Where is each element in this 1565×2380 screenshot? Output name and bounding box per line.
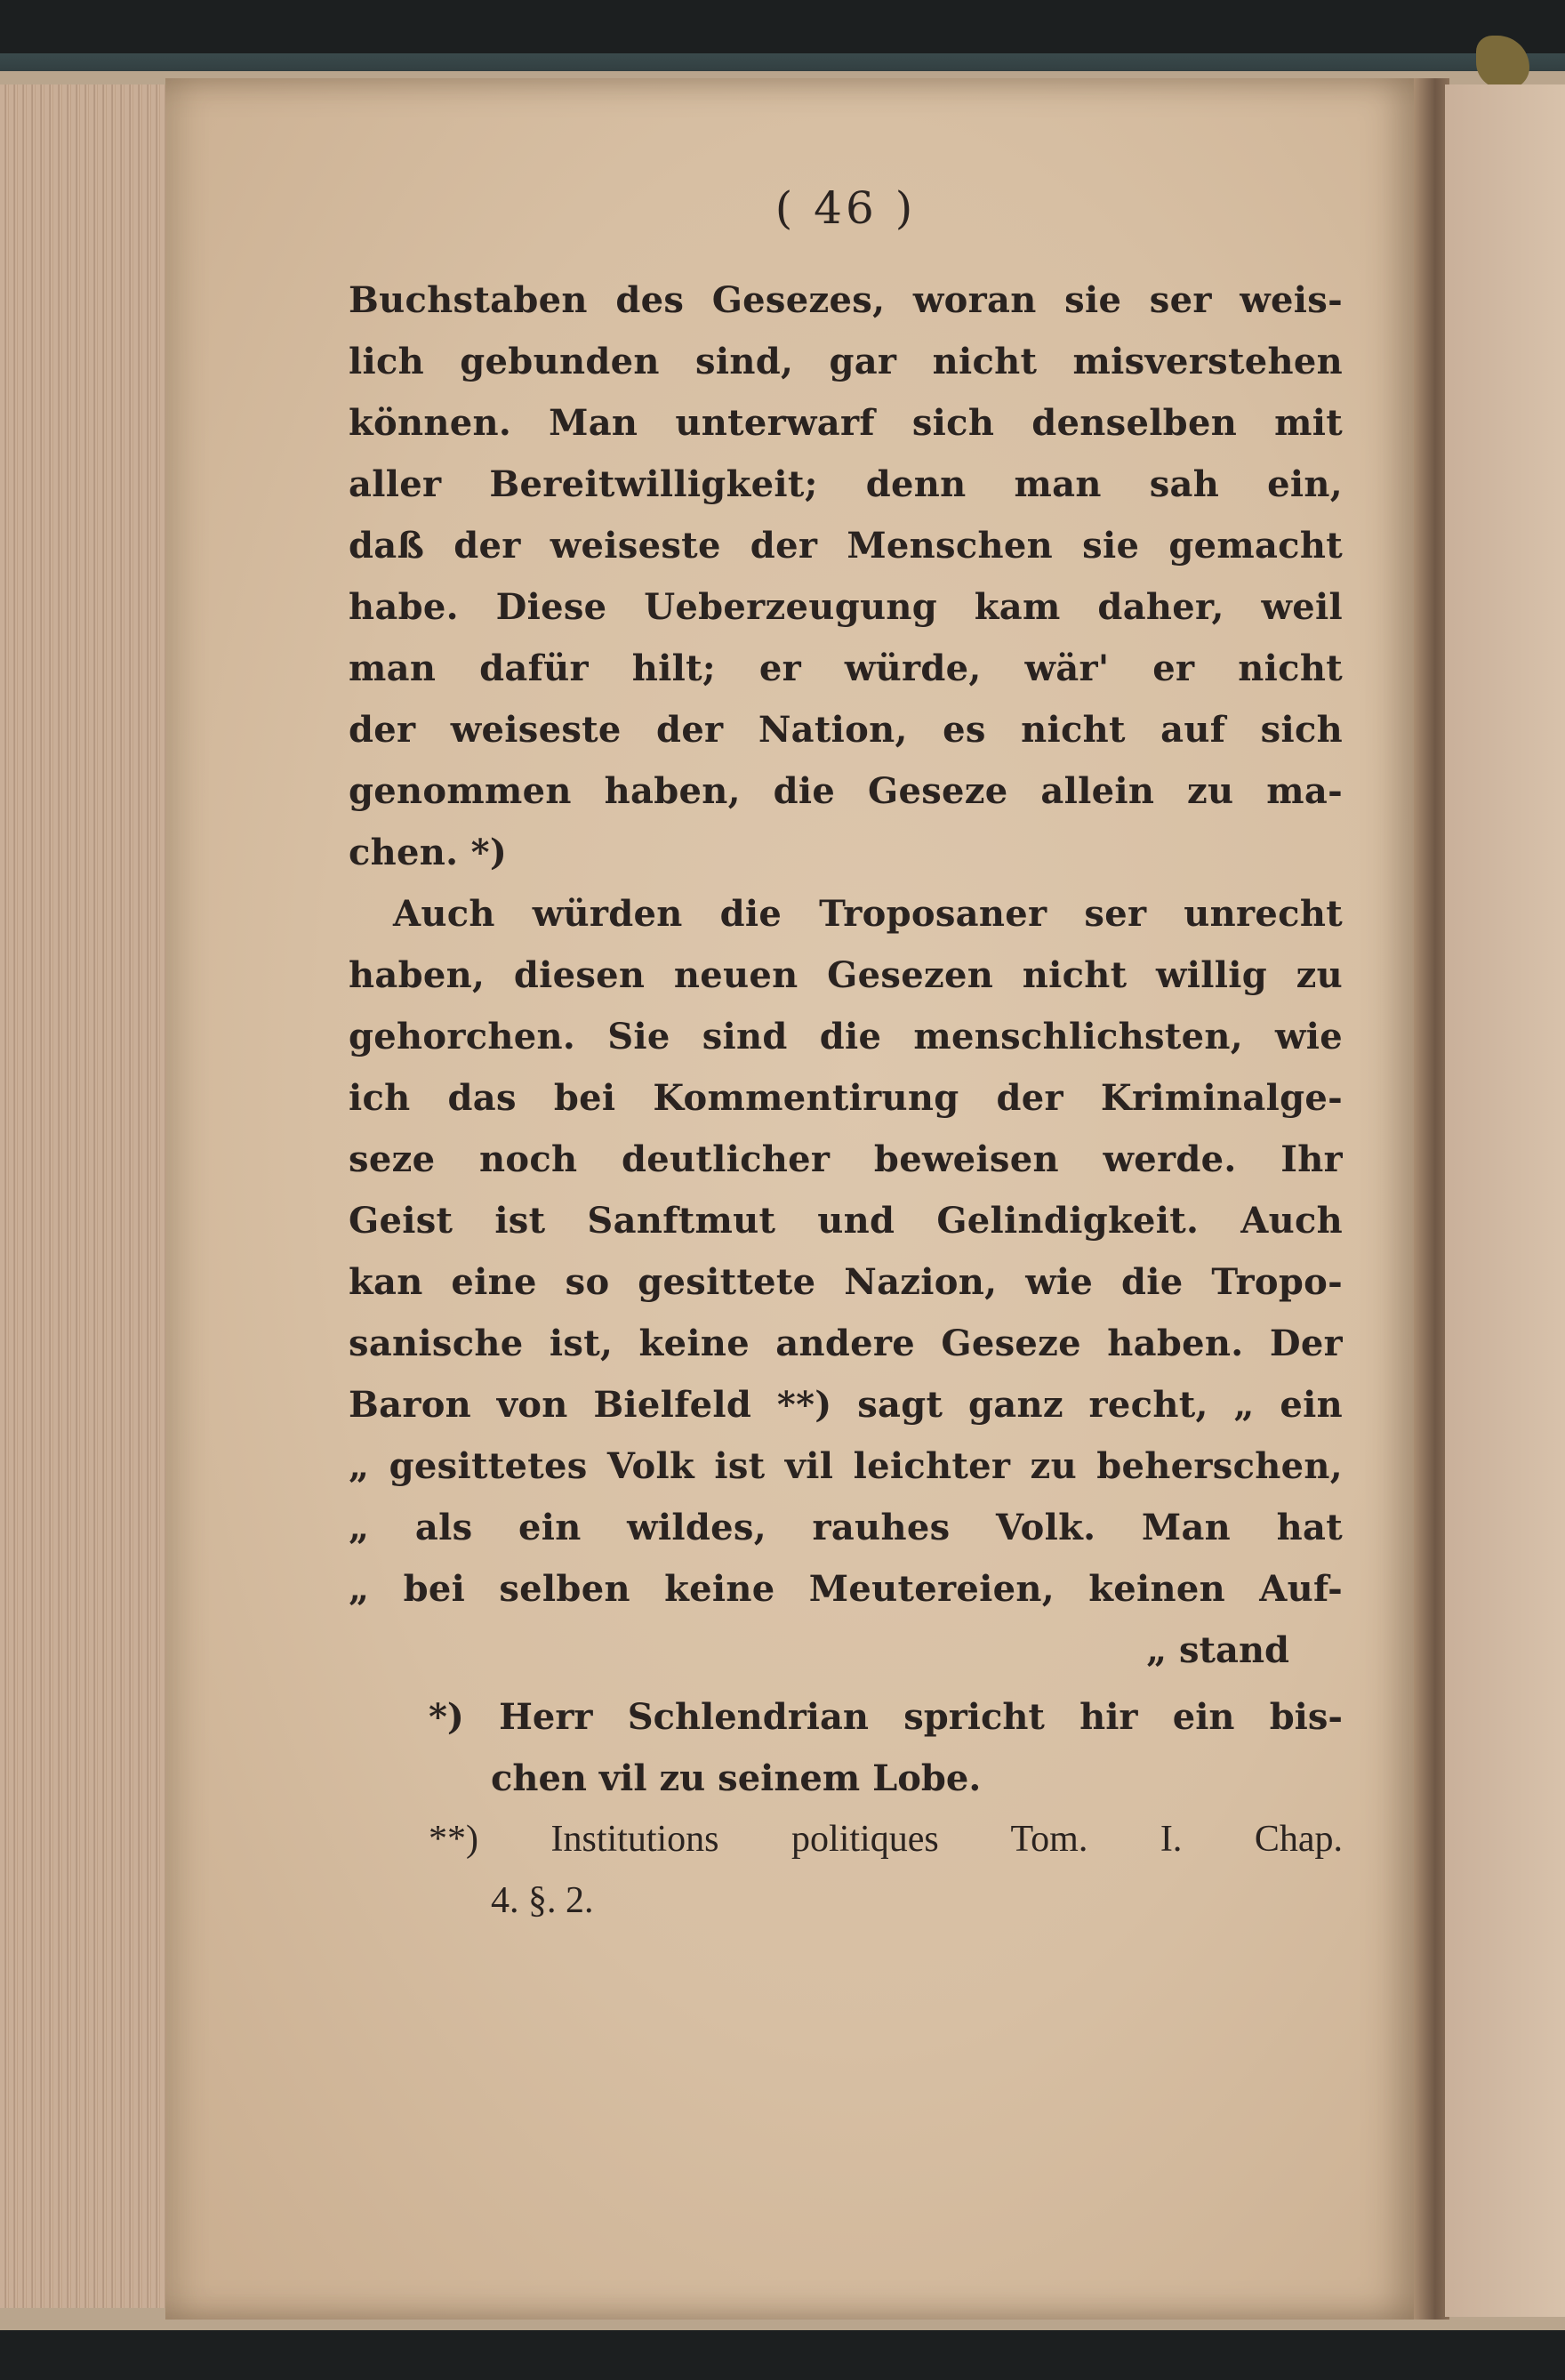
text-line: Auch würden die Troposaner ser unrecht bbox=[393, 893, 1343, 935]
footnote-1-line: *) Herr Schlendrian spricht hir ein bis- bbox=[429, 1696, 1343, 1738]
page-text bbox=[349, 182, 1343, 1932]
text-line: „ bei selben keine Meutereien, keinen Auf- bbox=[349, 1568, 1343, 1610]
paragraph-2 bbox=[349, 883, 1343, 1620]
text-line: der weiseste der Nation, es nicht auf sich bbox=[349, 709, 1343, 751]
text-line: haben, diesen neuen Gesezen nicht willig zu bbox=[349, 954, 1343, 996]
text-line: kan eine so gesittete Nazion, wie die Tropo- bbox=[349, 1261, 1343, 1303]
footnotes bbox=[349, 1686, 1343, 1932]
footnote-2-line: **) Institutions politiques Tom. I. Chap. bbox=[429, 1819, 1343, 1860]
text-line: gehorchen. Sie sind die menschlichsten, wie bbox=[349, 1016, 1343, 1057]
page-stack-edges bbox=[0, 84, 172, 2308]
text-line: ich das bei Kommentirung der Kriminalge- bbox=[349, 1077, 1343, 1119]
text-line: aller Bereitwilligkeit; denn man sah ein, bbox=[349, 463, 1343, 505]
text-line: sanische ist, keine andere Geseze haben. Der bbox=[349, 1323, 1343, 1364]
text-line: Buchstaben des Gesezes, woran sie ser weis- bbox=[349, 279, 1343, 321]
text-line: Geist ist Sanftmut und Gelindigkeit. Auch bbox=[349, 1200, 1343, 1242]
text-line: „ gesittetes Volk ist vil leichter zu beherschen, bbox=[349, 1445, 1343, 1487]
text-line: Baron von Bielfeld **) sagt ganz recht, „ ein bbox=[349, 1384, 1343, 1426]
right-page-edge bbox=[1445, 84, 1565, 2317]
page-number: ( 46 ) bbox=[774, 182, 917, 234]
text-line: seze noch deutlicher beweisen werde. Ihr bbox=[349, 1138, 1343, 1180]
text-line: habe. Diese Ueberzeugung kam daher, weil bbox=[349, 586, 1343, 628]
text-line: „ als ein wildes, rauhes Volk. Man hat bbox=[349, 1507, 1343, 1548]
paragraph-1 bbox=[349, 269, 1343, 883]
text-line: lich gebunden sind, gar nicht misverstehen bbox=[349, 341, 1343, 382]
text-line: genommen haben, die Geseze allein zu ma- bbox=[349, 770, 1343, 812]
text-line: daß der weiseste der Menschen sie gemacht bbox=[349, 525, 1343, 567]
text-line: chen. *) bbox=[349, 832, 508, 873]
footnote-2-line: 4. §. 2. bbox=[491, 1880, 594, 1921]
text-line: können. Man unterwarf sich denselben mit bbox=[349, 402, 1343, 444]
text-line: man dafür hilt; er würde, wär' er nicht bbox=[349, 647, 1343, 689]
catchword: „ stand bbox=[1146, 1629, 1289, 1671]
book-gutter bbox=[1414, 78, 1449, 2320]
footnote-1-line: chen vil zu seinem Lobe. bbox=[491, 1757, 982, 1799]
